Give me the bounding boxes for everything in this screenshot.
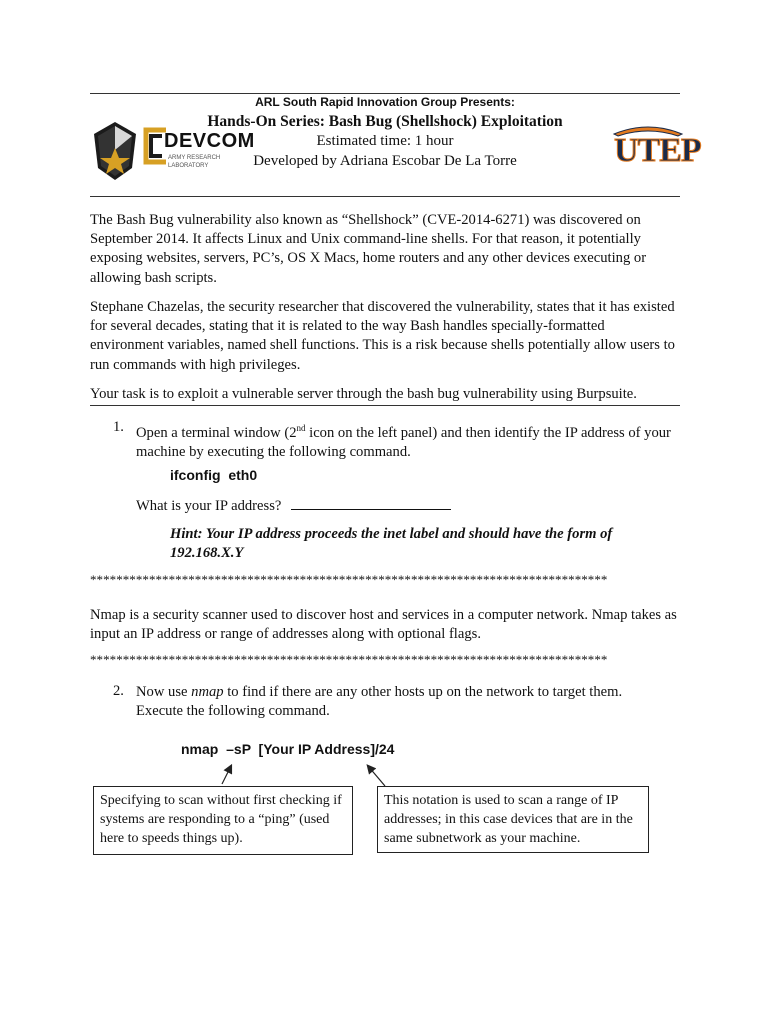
intro-paragraph-2 (90, 298, 680, 375)
task-statement (90, 385, 680, 406)
intro-text-1: The Bash Bug vulnerability also known as “Shellshock” (CVE-2014-6271) was discovered on September 2014. It affects Linux and Unix command-line shells. For that reason, it potentially exposing websites, servers, PC’s, OS X Macs, home routers and any other devices executing or allowing bash scripts. (90, 212, 647, 286)
arrow-left (222, 766, 231, 784)
task-text: Your task is to exploit a vulnerable server through the bash bug vulnerability using Burpsuite. (90, 386, 637, 402)
step-1-text (136, 419, 676, 462)
devcom-subtitle-1: ARMY RESEARCH (168, 155, 221, 161)
ip-question (136, 496, 451, 515)
separator-2: ******************************************************************************* (90, 652, 608, 667)
intro-paragraph-1 (90, 211, 680, 288)
ip-question-label: What is your IP address? (136, 498, 282, 514)
estimated-time: Estimated time: 1 hour (316, 133, 454, 149)
devcom-subtitle-2: LABORATORY (168, 163, 209, 169)
page-title: Hands-On Series: Bash Bug (Shellshock) Exploitation (207, 113, 563, 130)
separator-1: ******************************************************************************* (90, 572, 608, 587)
nmap-intro-text: Nmap is a security scanner used to discover host and services in a computer network. Nmap takes as input an IP address or range of addresses along with optional flags. (90, 607, 677, 643)
devcom-wordmark: DEVCOM (164, 130, 255, 152)
ip-answer-blank[interactable] (291, 496, 451, 510)
developed-by: Developed by Adriana Escobar De La Torre (253, 153, 517, 169)
step-2-text-a: Now use (136, 684, 192, 700)
utep-wordmark: UTEP (614, 132, 701, 169)
ifconfig-command: ifconfig eth0 (170, 467, 258, 483)
step-1-sup: nd (296, 423, 306, 433)
header-kicker: ARL South Rapid Innovation Group Presents: (255, 95, 515, 109)
step-2-number: 2. (113, 683, 124, 699)
step-2-text-b: to find if there are any other hosts up on the network to target them. Execute the following command. (136, 684, 623, 720)
arrow-right (368, 766, 385, 786)
ip-hint: Hint: Your IP address proceeds the inet label and should have the form of 192.168.X.Y (170, 526, 613, 562)
nmap-intro (90, 606, 680, 644)
header-top-rule (90, 93, 680, 94)
intro-text-2: Stephane Chazelas, the security researcher that discovered the vulnerability, states that it has existed for several decades, stating that it is related to the way Bash handles specially-formatted environment variables, named shell functions. This is a risk because shells potentially allow users to run commands with high privileges. (90, 299, 675, 373)
nmap-word: nmap (191, 684, 224, 700)
step-1-text-a: Open a terminal window (2 (136, 424, 297, 441)
step-2-text (136, 683, 666, 721)
callout-right: This notation is used to scan a range of IP addresses; in this case devices that are in the same subnetwork as your machine. (377, 786, 649, 853)
nmap-command: nmap –sP [Your IP Address]/24 (181, 741, 395, 757)
callout-left: Specifying to scan without first checking if systems are responding to a “ping” (used here to speeds things up). (93, 786, 353, 855)
header-bottom-rule (90, 196, 680, 197)
step-1-number: 1. (113, 419, 124, 435)
step-1-text-b: icon on the left panel) and then identify the IP address of your machine by executing the following command. (136, 424, 671, 461)
